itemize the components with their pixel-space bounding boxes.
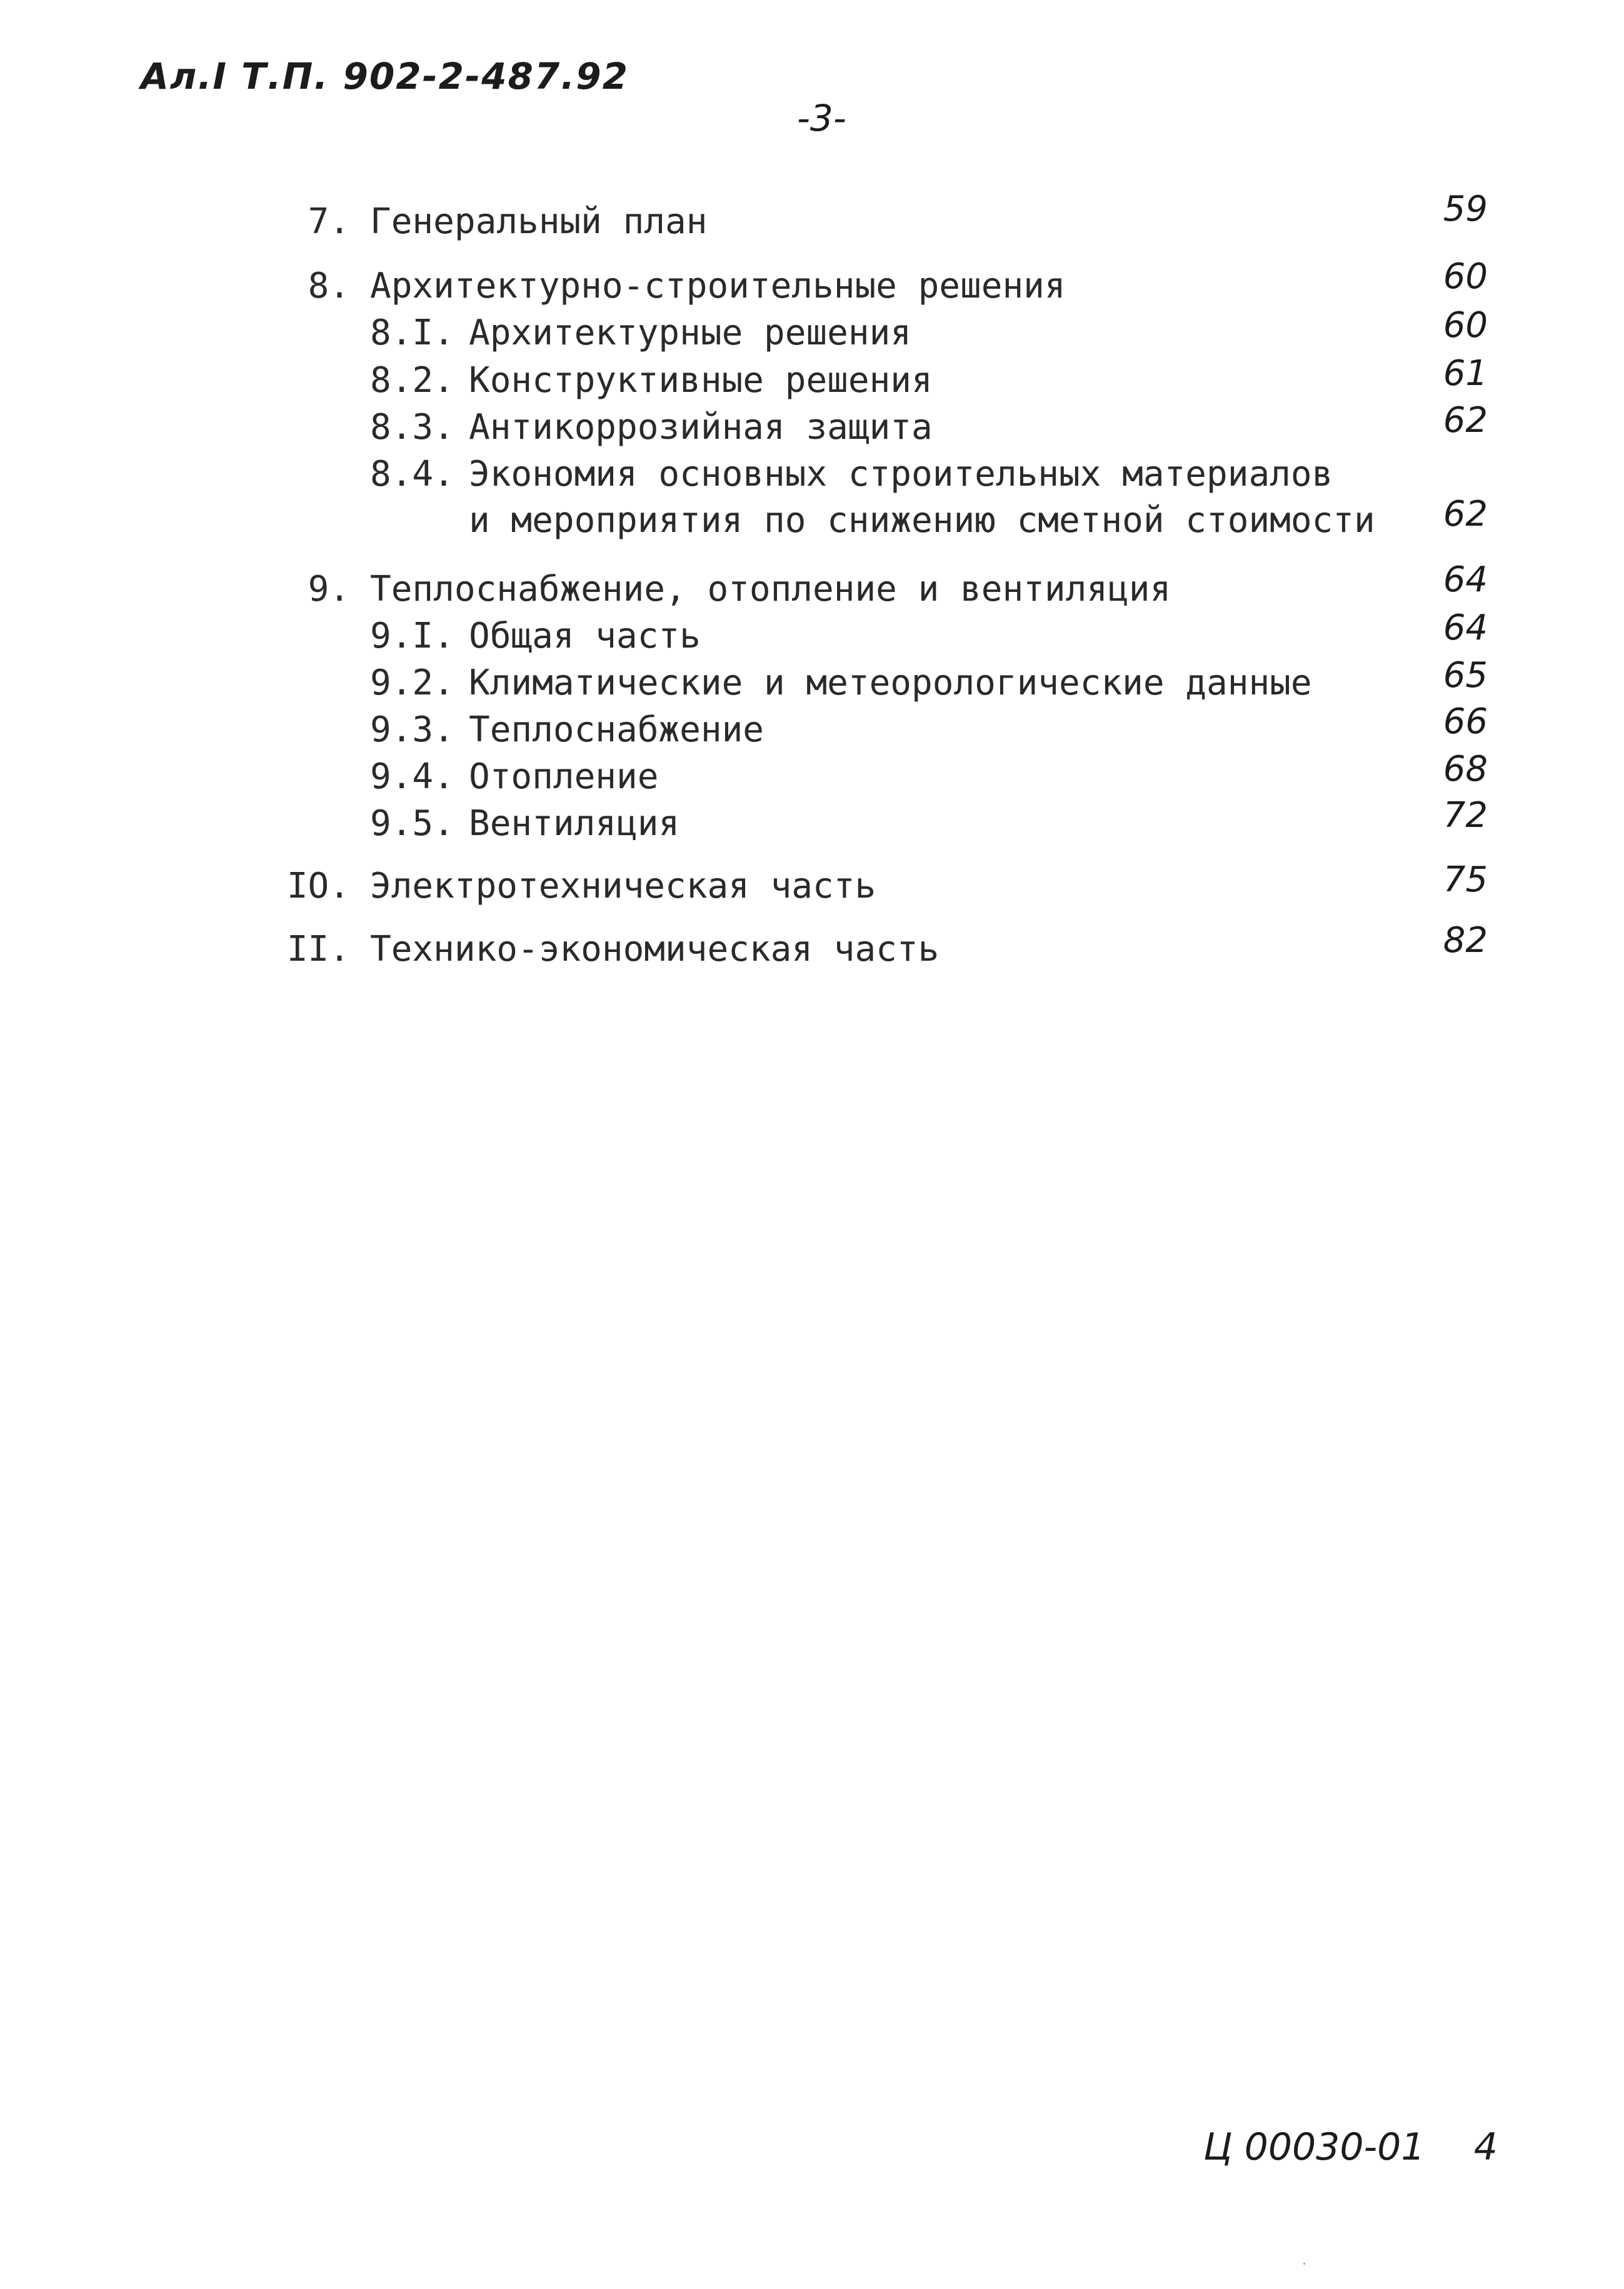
toc-entry-number: 9.3. — [370, 709, 454, 750]
toc-entry-title: Архитектурно-строительные решения — [370, 266, 1066, 306]
toc-entry-number: 8. — [308, 266, 350, 306]
toc-entry-page: 64 — [1443, 608, 1488, 648]
toc-entry-title: Архитектурные решения — [469, 313, 912, 353]
toc-entry-number: 9.2. — [370, 663, 454, 703]
toc-entry-number: 9.4. — [370, 756, 454, 797]
toc-entry-page: 62 — [1443, 494, 1488, 534]
toc-entry-title: Антикоррозийная защита — [469, 407, 933, 448]
toc-entry-number: 9.5. — [370, 803, 454, 844]
footer-sheet-number: 4 — [1473, 2125, 1498, 2169]
toc-entry-page: 72 — [1443, 795, 1488, 836]
toc-entry-number: 8.I. — [370, 313, 454, 353]
toc-entry-page: 64 — [1443, 559, 1488, 600]
toc-entry-title: Генеральный план — [370, 201, 708, 242]
toc-entry-page: 68 — [1443, 749, 1488, 789]
toc-entry-page: 82 — [1443, 920, 1488, 961]
toc-entry-number: II. — [286, 929, 350, 969]
toc-entry-page: 75 — [1443, 859, 1488, 900]
toc-entry-title: Экономия основных строительных материалов — [469, 454, 1333, 494]
toc-entry-page: 60 — [1443, 256, 1488, 297]
toc-entry-number: IO. — [286, 866, 350, 906]
toc-entry-page: 62 — [1443, 400, 1488, 441]
toc-entry-number: 9.I. — [370, 616, 454, 656]
toc-entry-title: Климатические и метеорологические данные — [469, 663, 1312, 703]
toc-entry-title: Технико-экономическая часть — [370, 929, 940, 969]
toc-entry-title: Теплоснабжение — [469, 709, 764, 750]
toc-entry-number: 9. — [308, 569, 350, 609]
page-number: -3- — [797, 97, 846, 139]
toc-entry-page: 65 — [1443, 655, 1488, 696]
document-reference: Ал.I Т.П. 902-2-487.92 — [141, 55, 629, 98]
toc-entry-number: 8.2. — [370, 360, 454, 401]
toc-entry-number: 7. — [308, 201, 350, 242]
toc-entry-page: 59 — [1443, 189, 1488, 229]
toc-entry-number: 8.3. — [370, 407, 454, 448]
footer-code: Ц 00030-01 — [1203, 2125, 1425, 2169]
toc-entry-page: 60 — [1443, 305, 1488, 346]
toc-entry-title: Конструктивные решения — [469, 360, 933, 401]
scan-speck — [1303, 2263, 1305, 2265]
footer-document-code — [1203, 2125, 1498, 2169]
toc-entry-title: Теплоснабжение, отопление и вентиляция — [370, 569, 1171, 609]
toc-entry-title: Отопление — [469, 756, 659, 797]
toc-entry-page: 61 — [1443, 353, 1488, 394]
toc-entry-number: 8.4. — [370, 454, 454, 494]
toc-entry-title: Общая часть — [469, 616, 701, 656]
toc-entry-title: и мероприятия по снижению сметной стоимости — [469, 500, 1375, 541]
toc-entry-title: Вентиляция — [469, 803, 680, 844]
toc-entry-page: 66 — [1443, 701, 1488, 742]
toc-entry-title: Электротехническая часть — [370, 866, 876, 906]
